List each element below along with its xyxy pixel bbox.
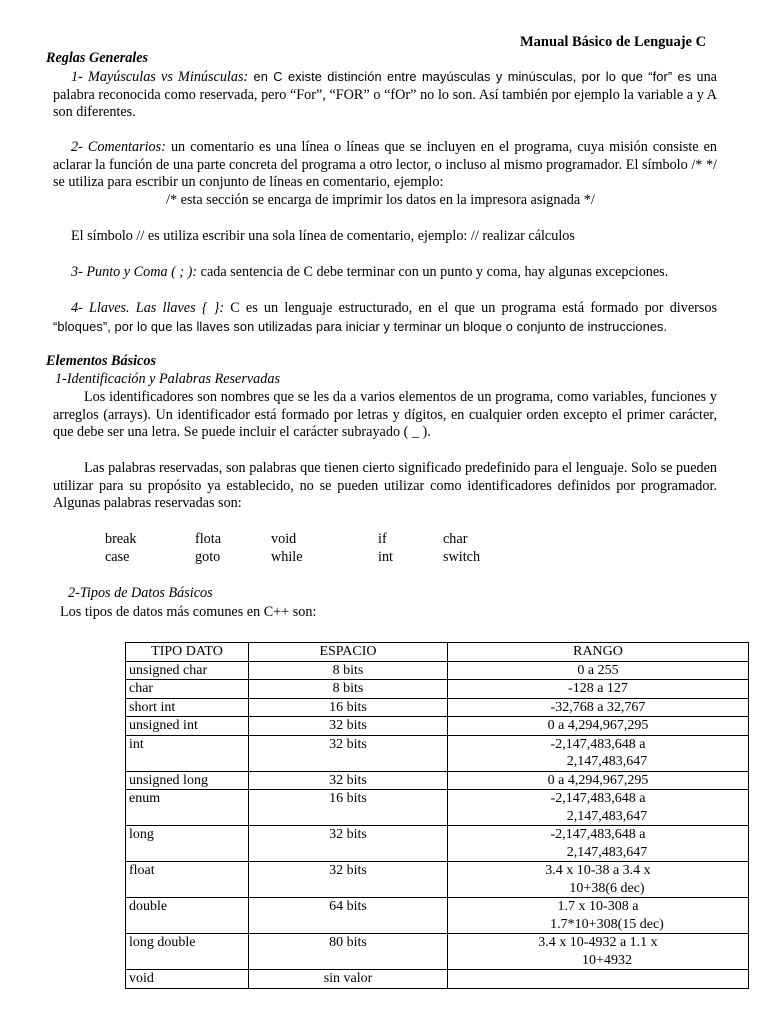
- cell-espacio: sin valor: [249, 970, 448, 989]
- rango-line: 2,147,483,647: [566, 844, 648, 860]
- keyword: flota: [195, 531, 221, 547]
- rango-line: [451, 970, 745, 988]
- cell-tipo: unsigned long: [126, 771, 249, 790]
- cell-tipo: float: [126, 862, 249, 898]
- rango-line: 10+4932: [582, 952, 632, 968]
- rango-line: 1.7*10+308(15 dec): [550, 916, 664, 932]
- rango-line: 0 a 255: [577, 662, 619, 678]
- regla-4-label: 4- Llaves. Las llaves { }:: [71, 300, 225, 316]
- regla-3-text: cada sentencia de C debe terminar con un punto y coma, hay algunas excepciones.: [197, 264, 669, 280]
- rango-line: 3.4 x 10-38 a 3.4 x: [545, 863, 651, 878]
- cell-tipo: char: [126, 680, 249, 699]
- cell-rango: [448, 771, 749, 790]
- cell-espacio: 80 bits: [249, 934, 448, 970]
- cell-tipo: void: [126, 970, 249, 989]
- subsection-title-tipos: 2-Tipos de Datos Básicos: [68, 585, 213, 601]
- regla-4-text-mono: “bloques”, por lo que las llaves son utilizadas para iniciar y terminar un bloque o conjunto de instrucciones.: [53, 318, 668, 334]
- cell-espacio: 8 bits: [249, 680, 448, 699]
- keyword: while: [271, 549, 303, 565]
- table-row: [126, 717, 749, 736]
- regla-1-text: una palabra reconocida como reservada, pero “For”, “FOR” o “fOr” no lo son. Así también por ejemplo la variable a y A son diferentes.: [53, 69, 717, 120]
- palabras-reservadas-paragraph: Las palabras reservadas, son palabras que tienen cierto significado predefinido para el lenguaje. Solo se pueden utilizar para su propósito ya establecido, no se pueden utilizar como identificadores definidos por programador. Algunas palabras reservadas son:: [53, 460, 717, 511]
- cell-espacio: 64 bits: [249, 898, 448, 934]
- cell-espacio: 32 bits: [249, 771, 448, 790]
- rango-line: -2,147,483,648 a: [550, 736, 646, 752]
- cell-tipo: long double: [126, 934, 249, 970]
- cell-espacio: 32 bits: [249, 826, 448, 862]
- keyword: goto: [195, 549, 221, 565]
- regla-3-label: 3- Punto y Coma ( ; ):: [71, 264, 198, 280]
- table-row: [126, 934, 749, 970]
- rango-line: -128 a 127: [568, 681, 628, 696]
- cell-espacio: 32 bits: [249, 862, 448, 898]
- table-row: [126, 698, 749, 717]
- tipos-intro: Los tipos de datos más comunes en C++ son:: [60, 604, 317, 620]
- regla-4: [53, 300, 717, 336]
- regla-3: [53, 264, 717, 282]
- section-title-reglas: Reglas Generales: [46, 50, 149, 66]
- cell-tipo: long: [126, 826, 249, 862]
- cell-rango: [448, 790, 749, 826]
- cell-rango: [448, 862, 749, 898]
- cell-espacio: 16 bits: [249, 790, 448, 826]
- regla-4-text: C es un lenguaje estructurado, en el que un programa está formado por diversos: [224, 300, 717, 316]
- cell-espacio: 8 bits: [249, 661, 448, 680]
- rango-line: -2,147,483,648 a: [550, 791, 646, 806]
- rango-line: -32,768 a 32,767: [550, 699, 646, 715]
- table-row: [126, 735, 749, 771]
- table-row: [126, 771, 749, 790]
- cell-rango: [448, 970, 749, 989]
- keyword: int: [378, 549, 393, 565]
- cell-rango: [448, 898, 749, 934]
- column-header-rango: RANGO: [448, 643, 749, 662]
- identificadores-paragraph: Los identificadores son nombres que se les da a varios elementos de un programa, como variables, funciones y arreglos (arrays). Un identificador está formado por letras y dígitos, en cualquier orden excepto el primer carácter, que debe ser una letra. Se puede incluir el carácter subrayado ( _ ).: [53, 389, 717, 440]
- regla-1: [53, 68, 717, 122]
- cell-espacio: 32 bits: [249, 735, 448, 771]
- cell-rango: [448, 826, 749, 862]
- keyword: break: [105, 531, 137, 547]
- data-types-table: [125, 642, 749, 989]
- cell-rango: [448, 698, 749, 717]
- cell-espacio: 32 bits: [249, 717, 448, 736]
- subsection-title-identificacion: 1-Identificación y Palabras Reservadas: [55, 371, 280, 387]
- cell-rango: [448, 934, 749, 970]
- table-row: [126, 661, 749, 680]
- cell-tipo: short int: [126, 698, 249, 717]
- rango-line: 10+38(6 dec): [569, 880, 645, 896]
- rango-line: -2,147,483,648 a: [550, 827, 646, 842]
- rango-line: 3.4 x 10-4932 a 1.1 x: [538, 935, 658, 950]
- regla-2-example: /* esta sección se encarga de imprimir los datos en la impresora asignada */: [166, 192, 595, 208]
- keyword: switch: [443, 549, 481, 565]
- keyword: char: [443, 531, 468, 547]
- table-row: [126, 826, 749, 862]
- table-header-row: [126, 643, 749, 662]
- column-header-tipo: TIPO DATO: [126, 643, 249, 662]
- rango-line: 2,147,483,647: [566, 754, 648, 769]
- cell-espacio: 16 bits: [249, 698, 448, 717]
- cell-tipo: int: [126, 735, 249, 771]
- keyword: void: [271, 531, 297, 547]
- regla-1-label: 1- Mayúsculas vs Minúsculas:: [71, 69, 249, 85]
- table-row: [126, 898, 749, 934]
- cell-rango: [448, 735, 749, 771]
- regla-2: [53, 139, 717, 192]
- table-row: [126, 862, 749, 898]
- page-title: Manual Básico de Lenguaje C: [520, 34, 707, 50]
- regla-2-text: un comentario es una línea o líneas que se incluyen en el programa, cuya misión consiste en aclarar la función de una parte concreta del programa a otro lector, o incluso al mismo programador. El símbolo /* */ se utiliza para escribir un conjunto de líneas en comentario, ejemplo:: [53, 139, 717, 190]
- rango-line: 0 a 4,294,967,295: [547, 718, 649, 733]
- keyword: case: [105, 549, 130, 565]
- cell-tipo: double: [126, 898, 249, 934]
- regla-2-label: 2- Comentarios:: [71, 139, 166, 155]
- column-header-espacio: ESPACIO: [249, 643, 448, 662]
- table-row: [126, 790, 749, 826]
- regla-1-text-mono: en C existe distinción entre mayúsculas y minúsculas, por lo que “for” es: [248, 69, 692, 84]
- rango-line: 1.7 x 10-308 a: [557, 899, 639, 914]
- table-row: [126, 970, 749, 989]
- rango-line: 0 a 4,294,967,295: [547, 772, 649, 788]
- regla-2-single-line: El símbolo // es utiliza escribir una sola línea de comentario, ejemplo: // realizar cálculos: [71, 228, 575, 244]
- cell-tipo: unsigned int: [126, 717, 249, 736]
- table-row: [126, 680, 749, 699]
- cell-tipo: unsigned char: [126, 661, 249, 680]
- cell-rango: [448, 717, 749, 736]
- cell-tipo: enum: [126, 790, 249, 826]
- rango-line: 2,147,483,647: [566, 808, 648, 824]
- cell-rango: [448, 680, 749, 699]
- cell-rango: [448, 661, 749, 680]
- section-title-elementos: Elementos Básicos: [46, 353, 156, 369]
- keyword: if: [378, 531, 387, 547]
